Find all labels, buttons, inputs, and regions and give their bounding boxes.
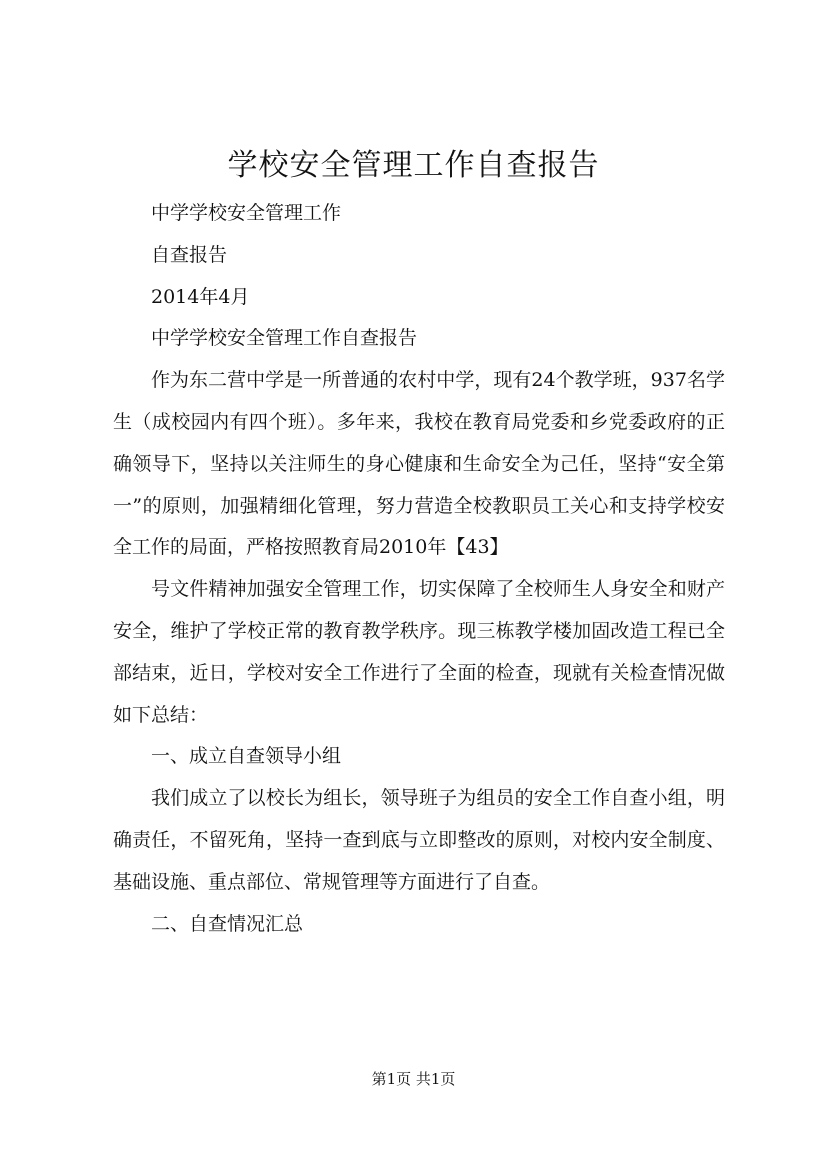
- paragraph-section-1: 我们成立了以校长为组长，领导班子为组员的安全工作自查小组，明确责任，不留死角，坚持一查到底与立即整改的原则，对校内安全制度、基础设施、重点部位、常规管理等方面进行了自查。: [113, 787, 725, 893]
- document-title: 学校安全管理工作自查报告: [227, 148, 600, 183]
- section-heading-1: 一、成立自查领导小组: [151, 745, 342, 768]
- paragraph-continuation: 号文件精神加强安全管理工作，切实保障了全校师生人身安全和财产安全，维护了学校正常的教育教学秩序。现三栋教学楼加固改造工程已全部结束，近日，学校对安全工作进行了全面的检查，现就有关检查情况做如下总结：: [113, 578, 725, 726]
- section-heading-2: 二、自查情况汇总: [151, 912, 304, 935]
- subtitle-line-1: 中学学校安全管理工作: [151, 202, 342, 224]
- page-footer: 第1页 共1页: [371, 1070, 456, 1088]
- document-body: [113, 193, 725, 945]
- report-heading: 中学学校安全管理工作自查报告: [151, 327, 418, 350]
- subtitle-line-2: 自查报告: [151, 243, 228, 266]
- paragraph-intro: 作为东二营中学是一所普通的农村中学，现有24个教学班，937名学生（成校园内有四个班）。多年来，我校在教育局党委和乡党委政府的正确领导下，坚持以关注师生的身心健康和生命安全为己任，坚持“安全第一”的原则，加强精细化管理，努力营造全校教职员工关心和支持学校安全工作的局面，严格按照教育局2010年【43】: [113, 369, 725, 559]
- report-date: 2014年4月: [151, 285, 250, 308]
